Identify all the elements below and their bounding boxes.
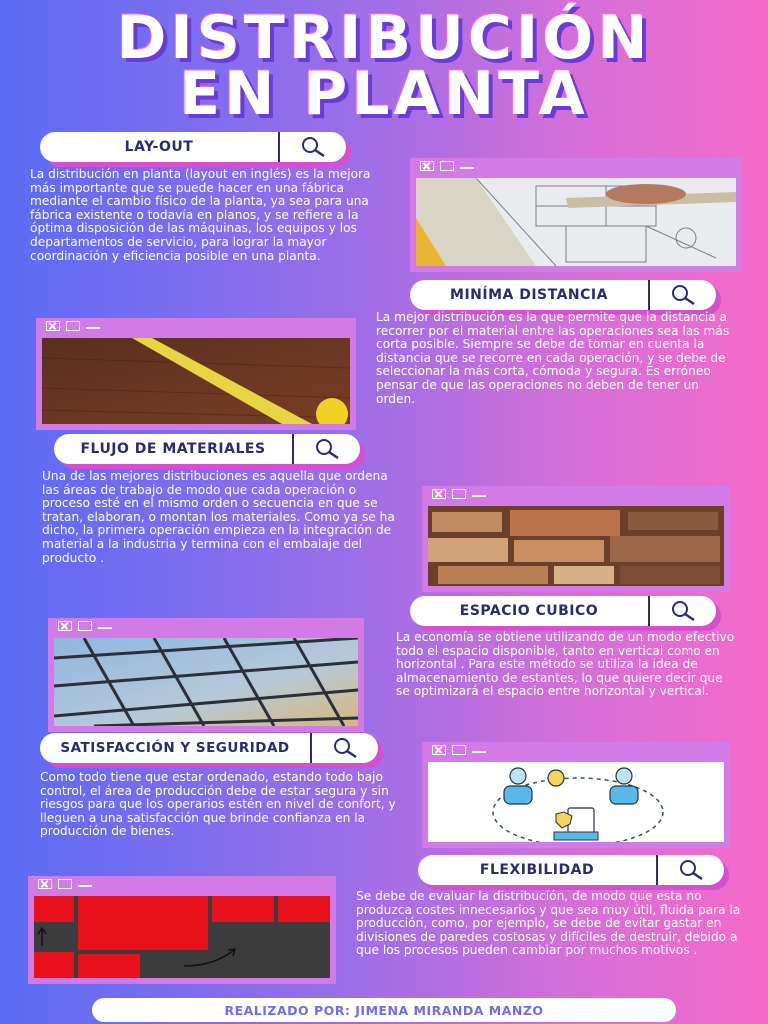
close-icon [58,621,72,631]
espacio-cubico-text: La economía se obtiene utilizando de un modo efectivo todo el espacio disponible, tanto en vertical como en horizontal . Para este método se utiliza la idea de almacenamiento de estantes, lo que quiere decir que se optimizará el espacio entre horizontal y vertical. [396,630,735,699]
layout-label: LAY-OUT [40,132,280,162]
close-icon [432,745,446,755]
stone-blocks-image-window [422,486,730,592]
minimize-icon [86,323,100,329]
search-icon[interactable] [312,733,378,763]
layout-diagram [34,896,330,978]
search-icon[interactable] [658,855,724,885]
minimize-icon [472,747,486,753]
layout-search-bar[interactable] [40,132,346,162]
glass-roof-image-window [48,618,364,732]
minima-distancia-search-bar[interactable] [410,280,716,310]
search-icon[interactable] [650,280,716,310]
search-icon[interactable] [280,132,346,162]
blueprint-image [416,178,736,266]
blueprint-image-window [410,158,742,272]
glass-roof-image [54,638,358,726]
flexibilidad-search-bar[interactable] [418,855,724,885]
flexibilidad-text: Se debe de evaluar la distribución, de modo que esta no produzca costes innecesarios y que sea muy útil, fluida para la producción, como, por ejemplo, se debe de evitar gastar en divisiones de paredes costosas y difíciles de destruir, debido a que los procesos pueden cambiar por muchos motivos . [356,889,741,958]
close-icon [432,489,446,499]
layout-text: La distribución en planta (layout en inglés) es la mejora más importante que se puede hacer en una fábrica mediante el cambio físico de la planta, ya sea para una fábrica existente o todavía en planos, y se refiere a la óptima disposición de las máquinas, los equipos y los departamentos de servicio, para lograr la mayor coordinación y eficiencia posible en una planta. [30,167,371,263]
close-icon [38,879,52,889]
page-title-line2: EN PLANTA [179,59,589,129]
author-footer: REALIZADO POR: JIMENA MIRANDA MANZO [92,998,676,1022]
minimize-icon [460,163,474,169]
maximize-icon [440,161,454,171]
tape-measure-image [42,338,350,424]
maximize-icon [58,879,72,889]
minimize-icon [472,491,486,497]
maximize-icon [66,321,80,331]
people-illustration [428,762,724,842]
people-illustration-window [422,742,730,848]
espacio-cubico-search-bar[interactable] [410,596,716,626]
search-icon[interactable] [294,434,360,464]
flujo-materiales-text: Una de las mejores distribuciones es aquella que ordena las áreas de trabajo de modo que cada operación o proceso esté en el mismo orden o secuencia en que se tratan, elaboran, o montan los materiales. Como ya se ha dicho, la primera operación empieza en la integración de material a la industria y termina con el embalaje del producto . [42,469,395,565]
layout-diagram-window [28,876,336,984]
search-icon[interactable] [650,596,716,626]
minima-distancia-label: MINÍMA DISTANCIA [410,280,650,310]
maximize-icon [452,489,466,499]
close-icon [46,321,60,331]
espacio-cubico-label: ESPACIO CUBICO [410,596,650,626]
minima-distancia-text: La mejor distribución es la que permite que la distancia a recorrer por el material entre las operaciones sea las más corta posible. Siempre se debe de tomar en cuenta la distancia que se recorre en cada operación, y se debe de seleccionar la más corta, cómoda y segura. Es erróneo pensar de que las operaciones no deben de tener un orden. [376,310,730,406]
flexibilidad-label: FLEXIBILIDAD [418,855,658,885]
stone-blocks-image [428,506,724,586]
maximize-icon [452,745,466,755]
page-title-line1: DISTRIBUCIÓN [116,3,652,73]
satisfaccion-seguridad-text: Como todo tiene que estar ordenado, estando todo bajo control, el área de producción debe de estar segura y sin riesgos para que los operarios estén en nivel de confort, y lleguen a una satisfacción que brinde confianza en la producción de bienes. [40,770,396,839]
satisfaccion-seguridad-search-bar[interactable] [40,733,378,763]
maximize-icon [78,621,92,631]
flujo-materiales-search-bar[interactable] [54,434,360,464]
tape-measure-image-window [36,318,356,430]
minimize-icon [98,623,112,629]
minimize-icon [78,881,92,887]
close-icon [420,161,434,171]
satisfaccion-seguridad-label: SATISFACCIÓN Y SEGURIDAD [40,733,312,763]
flujo-materiales-label: FLUJO DE MATERIALES [54,434,294,464]
